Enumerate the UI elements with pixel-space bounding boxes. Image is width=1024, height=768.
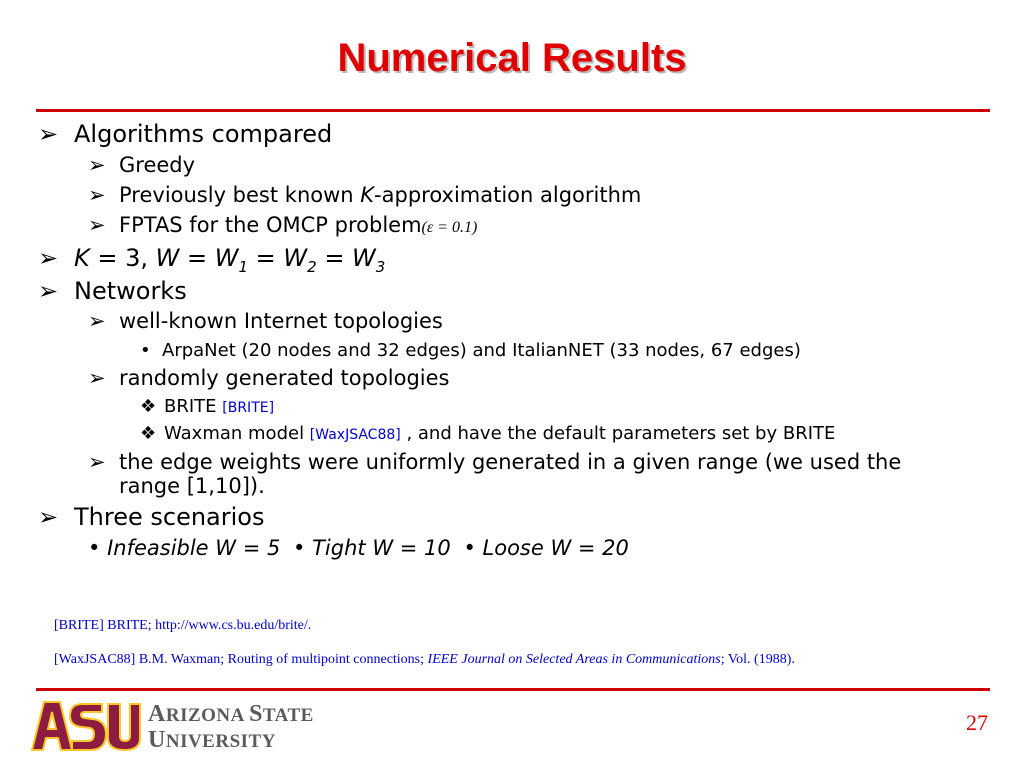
arrow-bullet-icon: ➢ [88, 213, 106, 237]
arrow-bullet-icon: ➢ [38, 503, 59, 531]
list-item [88, 450, 901, 474]
dot-bullet-icon: • [293, 536, 313, 560]
param-text: = 3, [89, 244, 156, 272]
arrow-bullet-icon: ➢ [88, 450, 106, 474]
list-item-text: the edge weights were uniformly generated in a given range (we used the [119, 450, 902, 474]
list-item-text: Networks [74, 277, 187, 305]
epsilon-note: (ε = 0.1) [421, 219, 478, 236]
scenario-infeasible: Infeasible W = 5 [107, 536, 281, 560]
diamond-bullet-icon: ❖ [140, 423, 157, 444]
wordmark-letter: A [148, 701, 166, 727]
dot-bullet-icon: • [88, 536, 108, 560]
arrow-bullet-icon: ➢ [88, 366, 106, 390]
scenario-tight: Tight W = 10 [312, 536, 451, 560]
scenario-loose: Loose W = 20 [482, 536, 629, 560]
dot-bullet-icon: • [463, 536, 483, 560]
slide-title: Numerical Results [337, 36, 687, 80]
list-item [140, 423, 835, 444]
diamond-bullet-icon: ❖ [140, 396, 157, 417]
list-item [140, 396, 274, 417]
list-item-text: Waxman model [164, 423, 310, 444]
footnote-waxman [54, 652, 795, 668]
list-item-text: , and have the default parameters set by BRITE [400, 423, 836, 444]
k-variable: K [360, 183, 375, 207]
list-item [88, 183, 641, 207]
w-variable: = W [248, 244, 308, 272]
k-variable: K [74, 244, 90, 272]
subscript: 2 [307, 257, 317, 276]
list-item-text: well-known Internet topologies [119, 309, 443, 333]
subscript: 1 [238, 257, 249, 276]
list-item-text: Algorithms compared [74, 120, 333, 148]
title-divider [36, 109, 990, 112]
page-number: 27 [966, 710, 988, 735]
list-item-text: FPTAS for the OMCP problem [119, 213, 422, 237]
arrow-bullet-icon: ➢ [38, 120, 59, 148]
waxman-citation-link[interactable]: [WaxJSAC88] [309, 427, 401, 443]
list-item [88, 213, 477, 237]
footer-divider [36, 688, 990, 691]
dot-bullet-icon: • [140, 340, 151, 361]
list-item-text: Greedy [119, 153, 196, 177]
list-item [38, 277, 187, 305]
list-item [88, 309, 443, 333]
arrow-bullet-icon: ➢ [38, 244, 59, 272]
arrow-bullet-icon: ➢ [38, 277, 59, 305]
footnote-text: [WaxJSAC88] B.M. Waxman; Routing of multipoint connections; [54, 652, 428, 667]
arrow-bullet-icon: ➢ [88, 309, 106, 333]
wordmark-text: RIZONA [165, 705, 250, 726]
wordmark-text: TATE [262, 705, 314, 726]
w-variable: W = W [155, 244, 239, 272]
list-item [38, 503, 264, 531]
list-item [88, 366, 450, 390]
scenario-list [88, 536, 629, 560]
list-item-text: ArpaNet (20 nodes and 32 edges) and ItalianNET (33 nodes, 67 edges) [162, 340, 801, 361]
asu-logo-icon [30, 700, 142, 752]
list-item-continuation: range [1,10]). [119, 474, 265, 498]
footnote-brite: [BRITE] BRITE; http://www.cs.bu.edu/brite/. [54, 618, 312, 633]
wordmark-letter: S [249, 701, 263, 727]
journal-name: IEEE Journal on Selected Areas in Communications [427, 652, 721, 667]
list-item [88, 153, 195, 177]
wordmark-letter: U [148, 727, 166, 753]
list-item-text: Previously best known [119, 183, 361, 207]
arrow-bullet-icon: ➢ [88, 153, 106, 177]
list-item [140, 340, 801, 361]
brite-citation-link[interactable]: [BRITE] [222, 400, 275, 416]
asu-wordmark [148, 702, 314, 754]
arrow-bullet-icon: ➢ [88, 183, 106, 207]
subscript: 3 [375, 257, 386, 276]
list-item-text: Three scenarios [74, 503, 265, 531]
list-item [38, 244, 385, 276]
list-item [38, 120, 332, 148]
list-item-text: BRITE [164, 396, 223, 417]
w-variable: = W [316, 244, 376, 272]
list-item-text: -approximation algorithm [374, 183, 642, 207]
list-item-text: randomly generated topologies [119, 366, 450, 390]
wordmark-text: NIVERSITY [165, 731, 276, 752]
footnote-text: ; Vol. (1988). [720, 652, 795, 667]
